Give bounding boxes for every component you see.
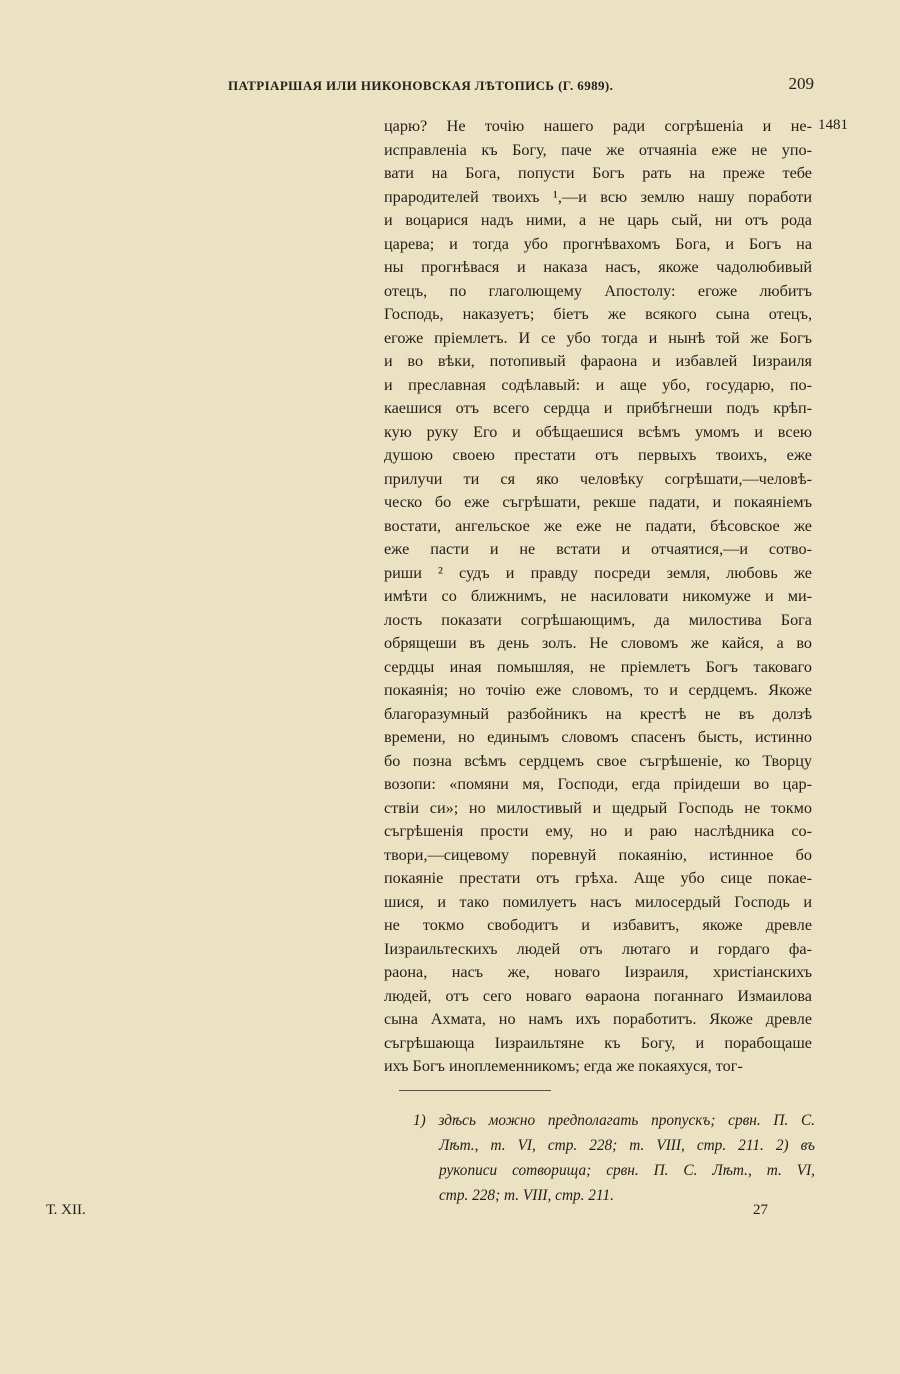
text-line: отецъ, по глаголющему Апостолу: егоже любитъ [384, 281, 812, 300]
text-line: шися, и тако помилуетъ насъ милосердый Господь и [384, 892, 812, 911]
text-line: прародителей твоихъ ¹,—и всю землю нашу поработи [384, 187, 812, 206]
footnote-line: рукописи сотворища; срвн. П. С. Лѣт., т. VI, [439, 1162, 815, 1179]
running-title: ПАТРІАРШАЯ ИЛИ НИКОНОВСКАЯ ЛѢТОПИСЬ (Г. 6989). [228, 78, 614, 93]
text-line: покаяніе престати отъ грѣха. Аще убо сице покае- [384, 869, 812, 887]
text-line: и преславная содѣлавый: и аще убо, государю, по- [384, 375, 812, 394]
text-line: исправленіа къ Богу, паче же отчаяніа еже не упо- [384, 140, 812, 159]
text-line: царю? Не точію нашего ради согрѣшеніа и не- [384, 117, 812, 135]
text-line: съгрѣшенія прости ему, но и раю наслѣдника со- [384, 822, 812, 840]
text-line: твори,—сицевому поревнуй покаянію, истинное бо [384, 845, 812, 864]
main-text-column [384, 115, 812, 1079]
text-line: и во вѣки, потопивый фараона и избавлей Іизраиля [384, 352, 812, 370]
text-line: риши ² судъ и правду посреди земля, любовь же [384, 563, 812, 582]
text-line: егоже пріемлетъ. И се убо тогда и нынѣ той же Богъ [384, 328, 812, 347]
text-line: времени, но единымъ словомъ спасенъ бысть, истинно [384, 728, 812, 746]
text-line: раона, насъ же, новаго Іизраиля, христіанскихъ [384, 963, 812, 981]
page-number: 209 [788, 74, 814, 93]
footnote-line: стр. 228; т. VIII, стр. 211. [439, 1187, 614, 1204]
text-line: сына Ахмата, но намъ ихъ поработитъ. Якоже древле [384, 1010, 812, 1028]
footnote-rule [399, 1090, 551, 1091]
text-line: и воцарися надъ ними, а не царь сый, ни отъ рода [384, 211, 812, 229]
text-line: кую руку Его и обѣщаешися всѣмъ умомъ и всею [384, 422, 812, 441]
text-line: не токмо свободитъ и избавитъ, якоже древле [384, 916, 812, 934]
text-line: имѣти со ближнимъ, не насиловати никомуже и ми- [384, 587, 812, 605]
text-line: востати, ангельское же еже не падати, бѣсовское же [384, 516, 812, 535]
footnote-line: Лѣт., т. VI, стр. 228; т. VIII, стр. 211. 2) въ [439, 1137, 815, 1154]
volume-mark: Т. XII. [46, 1202, 86, 1218]
text-line: бо позна всѣмъ сердцемъ свое съгрѣшеніе, ко Творцу [384, 751, 812, 770]
text-line: царева; и тогда убо прогнѣвахомъ Бога, и Богъ на [384, 234, 812, 253]
text-line: еже пасти и не встати и отчаятися,—и сотво- [384, 540, 812, 558]
text-line: Господь, наказуетъ; біетъ же всякого сына отецъ, [384, 305, 812, 323]
footnote-line: 1) здѣсь можно предполагать пропускъ; срвн. П. С. [413, 1112, 815, 1129]
footnotes [413, 1108, 815, 1208]
text-line: обрящеши въ день золъ. Не словомъ же кайся, а во [384, 634, 812, 652]
text-line: душою своею престати отъ первыхъ твоихъ, еже [384, 446, 812, 464]
text-line: каешися отъ всего сердца и прибѣгнеши подъ крѣп- [384, 399, 812, 417]
text-line: ихъ Богъ иноплеменникомъ; егда же покаяхуся, тог- [384, 1057, 743, 1075]
text-line: возопи: «помяни мя, Господи, егда пріидеши во цар- [384, 775, 812, 793]
text-line: съгрѣшающа Іизраильтяне къ Богу, и порабощаше [384, 1033, 812, 1052]
running-head [226, 74, 822, 100]
text-line: Іизраильтескихъ людей отъ лютаго и гордаго фа- [384, 939, 812, 958]
signature-mark: 27 [753, 1202, 768, 1218]
text-line: ствіи си»; но милостивый и щедрый Господь не токмо [384, 798, 812, 817]
text-line: прилучи ти ся яко человѣку согрѣшати,—человѣ- [384, 469, 812, 488]
text-line: людей, отъ сего новаго ѳараона поганнаго Измаилова [384, 986, 812, 1005]
text-line: покаянія; но точію еже словомъ, то и сердцемъ. Якоже [384, 681, 812, 699]
text-line: вати на Бога, попусти Богъ рать на преже тебе [384, 164, 812, 182]
text-line: благоразумный разбойникъ на крестѣ не въ долзѣ [384, 704, 812, 723]
text-line: ны прогнѣвася и наказа насъ, якоже чадолюбивый [384, 258, 812, 276]
text-line: ческо бо еже съгрѣшати, рекше падати, и покаяніемъ [384, 493, 812, 511]
text-line: сердцы иная помышляя, не пріемлетъ Богъ таковаго [384, 657, 812, 676]
margin-year-note: 1481 [818, 117, 848, 133]
text-line: лость показати согрѣшающимъ, да милостива Бога [384, 610, 812, 629]
